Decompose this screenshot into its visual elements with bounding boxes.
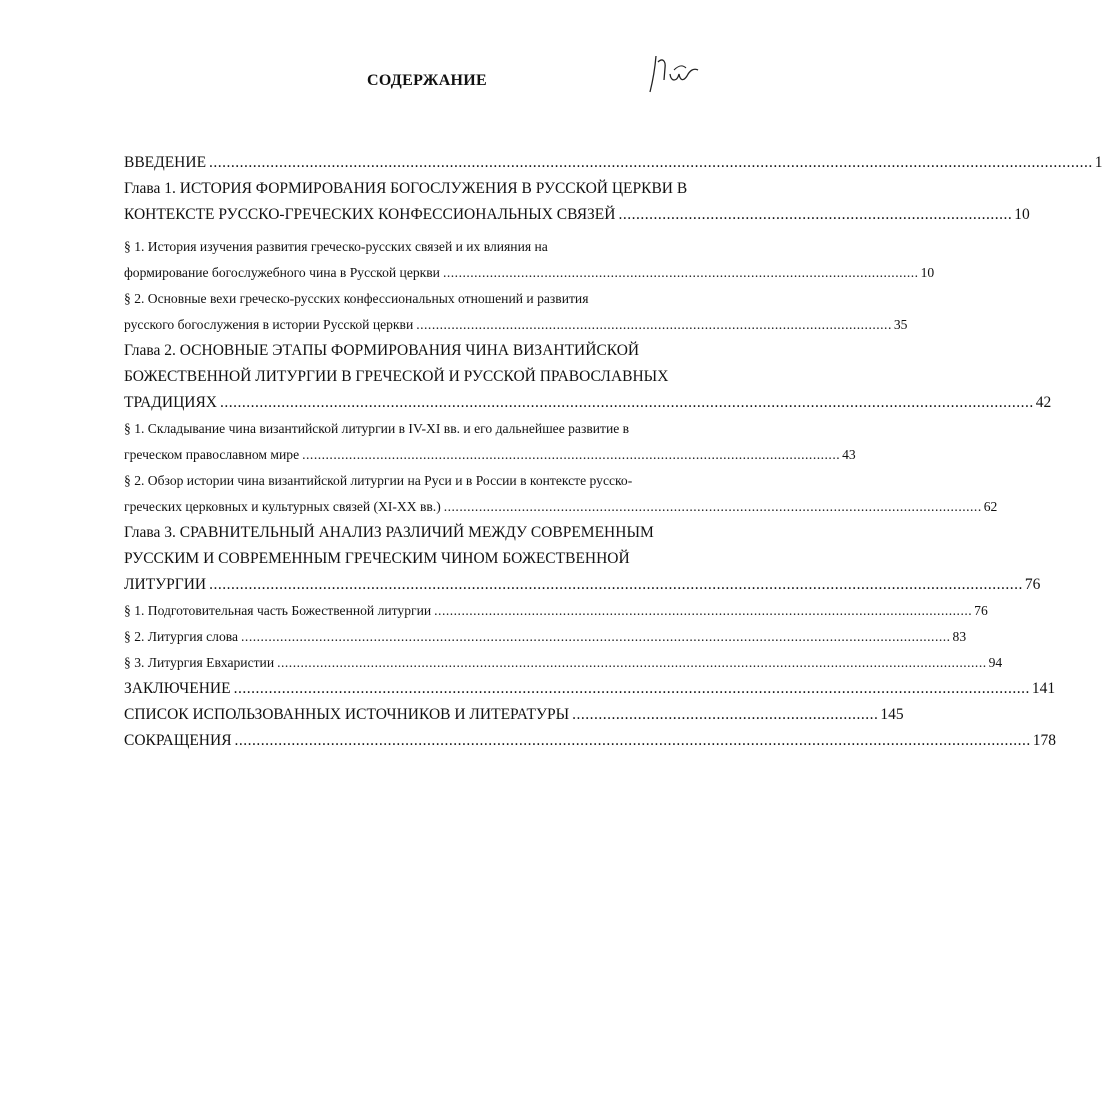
toc-entry-label: § 2. Литургия слова bbox=[124, 629, 239, 644]
toc-entry-label: ВВЕДЕНИЕ bbox=[124, 154, 207, 171]
toc-ch3-section-3[interactable] bbox=[124, 650, 1003, 676]
toc-ch3-section-2[interactable] bbox=[124, 624, 967, 650]
table-of-contents bbox=[124, 150, 1103, 754]
toc-leader-dots: .......................................................................................................................................... bbox=[443, 499, 982, 514]
toc-page-number: 43 bbox=[842, 447, 856, 462]
toc-page-number: 35 bbox=[893, 317, 908, 332]
toc-entry-label: СОКРАЩЕНИЯ bbox=[124, 732, 232, 749]
toc-chapter-3-line-2[interactable]: РУССКИМ И СОВРЕМЕННЫМ ГРЕЧЕСКИМ ЧИНОМ БОЖЕСТВЕННОЙ bbox=[124, 550, 630, 567]
toc-entry-sources[interactable] bbox=[124, 702, 904, 728]
toc-leader-dots: ...................................................................... bbox=[572, 706, 879, 723]
toc-ch1-section-1[interactable] bbox=[124, 260, 935, 286]
toc-leader-dots: .......................................................................................... bbox=[618, 206, 1013, 223]
toc-ch2-section-1[interactable] bbox=[124, 442, 856, 468]
toc-ch2-section-2-line-1[interactable]: § 2. Обзор истории чина византийской литургии на Руси и в России в контексте русско- bbox=[124, 473, 633, 488]
toc-leader-dots: .......................................................................................................................... bbox=[442, 265, 919, 280]
toc-entry-label: СПИСОК ИСПОЛЬЗОВАННЫХ ИСТОЧНИКОВ И ЛИТЕРАТУРЫ bbox=[124, 706, 570, 723]
toc-page-number: 62 bbox=[983, 499, 998, 514]
toc-entry-label: ЗАКЛЮЧЕНИЕ bbox=[124, 680, 231, 697]
toc-chapter-1[interactable] bbox=[124, 202, 1030, 228]
toc-leader-dots: .......................................................................................................................................... bbox=[434, 603, 973, 618]
toc-chapter-3[interactable] bbox=[124, 572, 1041, 598]
toc-entry-label: ТРАДИЦИЯХ bbox=[124, 394, 217, 411]
toc-entry-abbreviations[interactable] bbox=[124, 728, 1057, 754]
toc-chapter-2[interactable] bbox=[124, 390, 1052, 416]
toc-leader-dots: .......................................................................................................................................................................................................... bbox=[209, 154, 1093, 171]
toc-page-number: 83 bbox=[952, 629, 967, 644]
toc-entry-label: ЛИТУРГИИ bbox=[124, 576, 207, 593]
toc-ch1-section-2-line-1[interactable]: § 2. Основные вехи греческо-русских конфессиональных отношений и развития bbox=[124, 291, 589, 306]
toc-chapter-1-line-1[interactable]: Глава 1. ИСТОРИЯ ФОРМИРОВАНИЯ БОГОСЛУЖЕНИЯ В РУССКОЙ ЦЕРКВИ В bbox=[124, 180, 688, 197]
toc-page-number: 94 bbox=[988, 655, 1003, 670]
toc-entry-label: греческих церковных и культурных связей (XI-XX вв.) bbox=[124, 499, 441, 514]
toc-ch2-section-1-line-1[interactable]: § 1. Складывание чина византийской литургии в IV-XI вв. и его дальнейшее развитие в bbox=[124, 421, 630, 436]
toc-entry-conclusion[interactable] bbox=[124, 676, 1056, 702]
toc-entry-label: § 1. Подготовительная часть Божественной литургии bbox=[124, 603, 432, 618]
toc-entry-label: КОНТЕКСТЕ РУССКО-ГРЕЧЕСКИХ КОНФЕССИОНАЛЬНЫХ СВЯЗЕЙ bbox=[124, 206, 616, 223]
toc-ch3-section-1[interactable] bbox=[124, 598, 988, 624]
toc-page-number: 10 bbox=[920, 265, 935, 280]
toc-entry-label: формирование богослужебного чина в Русской церкви bbox=[124, 265, 440, 280]
toc-page-number: 178 bbox=[1032, 732, 1057, 749]
toc-ch1-section-1-line-1[interactable]: § 1. История изучения развития греческо-русских связей и их влияния на bbox=[124, 239, 548, 254]
toc-page-number: 1 bbox=[1094, 154, 1103, 171]
toc-page-number: 141 bbox=[1031, 680, 1056, 697]
toc-leader-dots: .......................................................................................................................... bbox=[416, 317, 892, 332]
page-title: СОДЕРЖАНИЕ bbox=[366, 72, 488, 89]
toc-leader-dots: .......................................................................................................................................................................................... bbox=[209, 576, 1023, 593]
toc-chapter-2-line-2[interactable]: БОЖЕСТВЕННОЙ ЛИТУРГИИ В ГРЕЧЕСКОЙ И РУССКОЙ ПРАВОСЛАВНЫХ bbox=[124, 368, 669, 385]
toc-ch2-section-2[interactable] bbox=[124, 494, 998, 520]
toc-page-number: 76 bbox=[974, 603, 988, 618]
toc-leader-dots: .......................................................................................................................................... bbox=[302, 447, 841, 462]
handwritten-mark bbox=[644, 48, 704, 98]
toc-leader-dots: ...................................................................................................................................................................................... bbox=[277, 655, 987, 670]
toc-leader-dots: ...................................................................................................................................................................................... bbox=[241, 629, 951, 644]
toc-page-number: 76 bbox=[1024, 576, 1041, 593]
toc-chapter-2-line-1[interactable]: Глава 2. ОСНОВНЫЕ ЭТАПЫ ФОРМИРОВАНИЯ ЧИНА ВИЗАНТИЙСКОЙ bbox=[124, 342, 640, 359]
toc-chapter-3-line-1[interactable]: Глава 3. СРАВНИТЕЛЬНЫЙ АНАЛИЗ РАЗЛИЧИЙ МЕЖДУ СОВРЕМЕННЫМ bbox=[124, 524, 654, 541]
toc-leader-dots: .......................................................................................................................................................................................... bbox=[220, 394, 1034, 411]
toc-page-number: 42 bbox=[1035, 394, 1052, 411]
toc-entry-label: § 3. Литургия Евхаристии bbox=[124, 655, 275, 670]
toc-entry-introduction[interactable] bbox=[124, 150, 1103, 176]
toc-entry-label: греческом православном мире bbox=[124, 447, 300, 462]
toc-leader-dots: ...................................................................................................................................................................................... bbox=[234, 732, 1031, 749]
toc-leader-dots: ...................................................................................................................................................................................... bbox=[233, 680, 1030, 697]
toc-page-number: 10 bbox=[1014, 206, 1030, 223]
toc-entry-label: русского богослужения в истории Русской церкви bbox=[124, 317, 414, 332]
toc-ch1-section-2[interactable] bbox=[124, 312, 908, 338]
toc-page-number: 145 bbox=[880, 706, 904, 723]
